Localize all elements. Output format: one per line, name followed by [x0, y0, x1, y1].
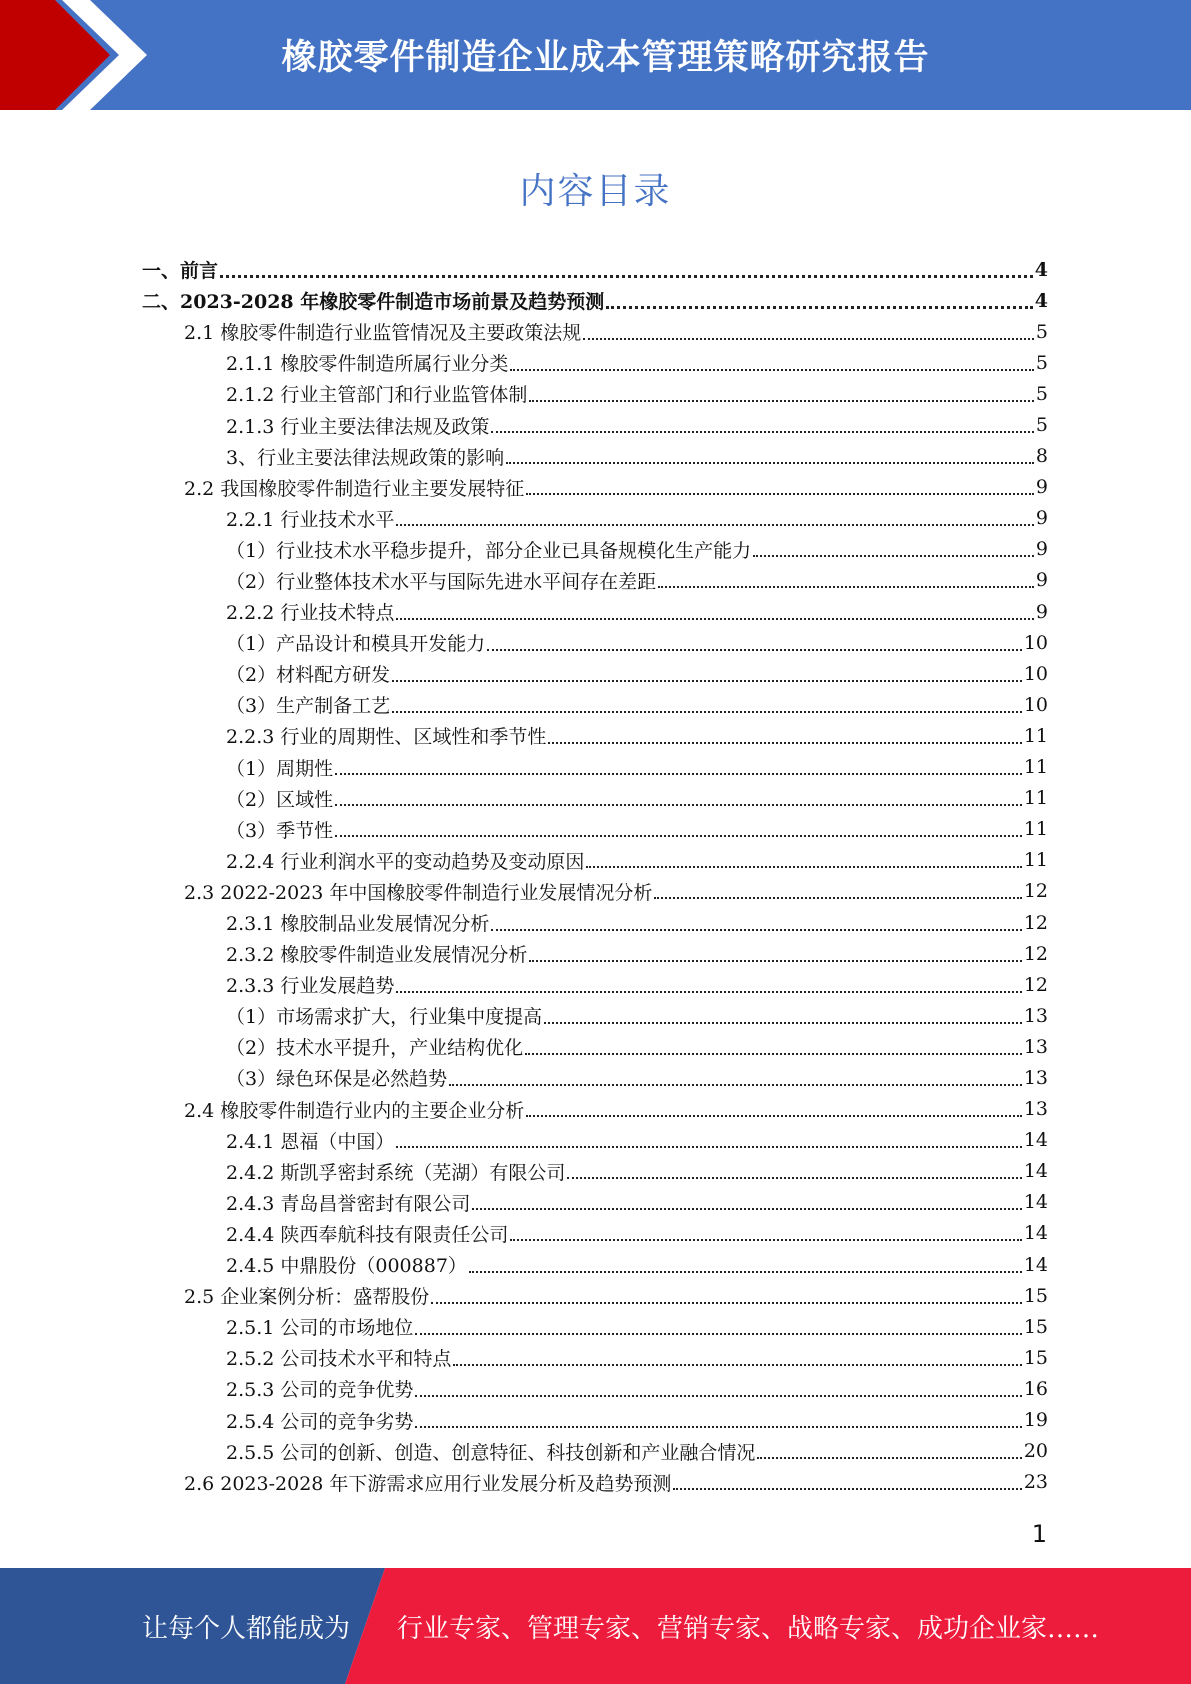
- dot-leader: [487, 649, 1022, 651]
- dot-leader: [526, 1115, 1022, 1117]
- toc-entry-label: 2.3.1 橡胶制品业发展情况分析: [226, 913, 490, 936]
- toc-entry-page: 13: [1023, 1098, 1048, 1121]
- toc-entry-label: 2.5.1 公司的市场地位: [226, 1317, 414, 1340]
- toc-entry-page: 9: [1035, 507, 1048, 530]
- dot-leader: [548, 742, 1021, 744]
- dot-leader: [491, 929, 1021, 931]
- toc-entry[interactable]: [142, 1404, 1048, 1435]
- toc-entry[interactable]: [142, 783, 1048, 814]
- toc-entry-label: （3）绿色环保是必然趋势: [226, 1068, 448, 1091]
- toc-entry-page: 4: [1034, 289, 1048, 312]
- dot-leader: [396, 1146, 1021, 1148]
- dot-leader: [335, 773, 1022, 775]
- dot-leader: [396, 524, 1034, 526]
- toc-entry[interactable]: [142, 689, 1048, 720]
- toc-entry-label: 2.3 2022-2023 年中国橡胶零件制造行业发展情况分析: [184, 881, 653, 904]
- toc-entry-page: 19: [1023, 1409, 1048, 1432]
- toc-entry[interactable]: [142, 845, 1048, 876]
- toc-entry-label: 2.5.3 公司的竞争优势: [226, 1379, 414, 1402]
- dot-leader: [529, 960, 1021, 962]
- toc-entry-page: 5: [1035, 414, 1048, 437]
- dot-leader: [392, 711, 1022, 713]
- dot-leader: [392, 680, 1022, 682]
- toc-entry[interactable]: [142, 534, 1048, 565]
- toc-entry-label: （1）市场需求扩大，行业集中度提高: [226, 1006, 543, 1029]
- dot-leader: [396, 618, 1034, 620]
- dot-leader: [567, 1177, 1021, 1179]
- toc-entry-page: 16: [1023, 1377, 1048, 1400]
- toc-entry[interactable]: [142, 752, 1048, 783]
- toc-entry-page: 14: [1023, 1129, 1048, 1152]
- toc-entry[interactable]: [142, 1187, 1048, 1218]
- table-of-contents: [142, 254, 1048, 1498]
- toc-entry-label: 2.4 橡胶零件制造行业内的主要企业分析: [184, 1099, 525, 1122]
- dot-leader: [220, 275, 1033, 278]
- toc-entry-page: 5: [1035, 351, 1048, 374]
- toc-entry-page: 9: [1035, 476, 1048, 499]
- toc-entry-page: 14: [1023, 1191, 1048, 1214]
- toc-entry-label: 2.6 2023-2028 年下游需求应用行业发展分析及趋势预测: [184, 1472, 672, 1495]
- toc-entry-page: 5: [1035, 320, 1048, 343]
- toc-entry-page: 13: [1023, 1035, 1048, 1058]
- toc-entry[interactable]: [142, 378, 1048, 409]
- toc-entry-page: 15: [1023, 1284, 1048, 1307]
- toc-entry-label: 2.1.1 橡胶零件制造所属行业分类: [226, 353, 509, 376]
- toc-entry-page: 11: [1023, 849, 1048, 872]
- dot-leader: [469, 1271, 1022, 1273]
- toc-entry-label: 2.5.4 公司的竞争劣势: [226, 1410, 414, 1433]
- toc-entry[interactable]: [142, 409, 1048, 440]
- toc-entry-page: 12: [1023, 880, 1048, 903]
- toc-entry-page: 13: [1023, 1066, 1048, 1089]
- toc-entry-label: （3）季节性: [226, 819, 334, 842]
- toc-entry-label: （3）生产制备工艺: [226, 695, 391, 718]
- toc-entry[interactable]: [142, 1436, 1048, 1467]
- toc-entry-page: 12: [1023, 911, 1048, 934]
- toc-entry[interactable]: [142, 1249, 1048, 1280]
- dot-leader: [544, 1022, 1022, 1024]
- toc-entry[interactable]: [142, 1000, 1048, 1031]
- toc-entry[interactable]: [142, 969, 1048, 1000]
- toc-entry[interactable]: [142, 1156, 1048, 1187]
- dot-leader: [510, 1239, 1021, 1241]
- toc-entry[interactable]: [142, 285, 1048, 316]
- dot-leader: [654, 897, 1021, 899]
- toc-entry-label: 一、前言: [142, 260, 219, 283]
- toc-entry-label: 2.4.5 中鼎股份（000887）: [226, 1255, 467, 1278]
- toc-entry[interactable]: [142, 1218, 1048, 1249]
- dot-leader: [453, 1364, 1021, 1366]
- dot-leader: [491, 431, 1034, 433]
- dot-leader: [415, 1395, 1021, 1397]
- header-banner: [0, 0, 1191, 110]
- toc-entry-label: 2.1.2 行业主管部门和行业监管体制: [226, 384, 528, 407]
- toc-entry-page: 4: [1034, 258, 1048, 281]
- toc-entry[interactable]: [142, 1062, 1048, 1093]
- chevron-logo-icon: [0, 0, 170, 110]
- toc-entry-label: 2.3.2 橡胶零件制造业发展情况分析: [226, 944, 528, 967]
- toc-entry-label: 2.5.2 公司技术水平和特点: [226, 1348, 452, 1371]
- footer-slogan-left: 让每个人都能成为: [142, 1613, 351, 1644]
- toc-entry-page: 8: [1035, 445, 1048, 468]
- toc-entry[interactable]: [142, 907, 1048, 938]
- dot-leader: [658, 586, 1034, 588]
- toc-entry[interactable]: [142, 1467, 1048, 1498]
- toc-entry-label: 二、2023-2028 年橡胶零件制造市场前景及趋势预测: [142, 291, 605, 314]
- toc-entry-page: 9: [1035, 600, 1048, 623]
- footer-banner: [0, 1568, 1191, 1684]
- toc-entry[interactable]: [142, 1125, 1048, 1156]
- toc-entry[interactable]: [142, 876, 1048, 907]
- toc-entry-page: 9: [1035, 569, 1048, 592]
- toc-entry[interactable]: [142, 441, 1048, 472]
- toc-entry[interactable]: [142, 814, 1048, 845]
- toc-entry[interactable]: [142, 316, 1048, 347]
- toc-entry-label: 2.5 企业案例分析：盛帮股份: [184, 1286, 430, 1309]
- footer-slogan-right: 行业专家、管理专家、营销专家、战略专家、成功企业家……: [397, 1613, 1100, 1644]
- toc-entry-label: （2）材料配方研发: [226, 664, 391, 687]
- dot-leader: [525, 1053, 1022, 1055]
- toc-entry-page: 15: [1023, 1315, 1048, 1338]
- toc-entry-page: 5: [1035, 382, 1048, 405]
- toc-entry-label: 2.2.1 行业技术水平: [226, 508, 395, 531]
- toc-entry[interactable]: [142, 1280, 1048, 1311]
- toc-entry[interactable]: [142, 503, 1048, 534]
- toc-entry-label: 2.2 我国橡胶零件制造行业主要发展特征: [184, 477, 525, 500]
- toc-entry-label: 2.4.4 陕西奉航科技有限责任公司: [226, 1223, 509, 1246]
- toc-entry-label: 3、行业主要法律法规政策的影响: [226, 446, 505, 469]
- toc-entry-page: 14: [1023, 1222, 1048, 1245]
- toc-entry-label: 2.2.4 行业利润水平的变动趋势及变动原因: [226, 850, 585, 873]
- toc-entry[interactable]: [142, 1031, 1048, 1062]
- toc-entry-page: 12: [1023, 942, 1048, 965]
- toc-entry[interactable]: [142, 1342, 1048, 1373]
- toc-entry-label: 2.4.3 青岛昌誉密封有限公司: [226, 1192, 471, 1215]
- dot-leader: [757, 1457, 1021, 1459]
- toc-entry-label: 2.4.2 斯凯孚密封系统（芜湖）有限公司: [226, 1161, 566, 1184]
- toc-entry-page: 10: [1023, 631, 1048, 654]
- toc-entry[interactable]: [142, 658, 1048, 689]
- toc-entry[interactable]: [142, 1094, 1048, 1125]
- page-number: 1: [1031, 1520, 1047, 1548]
- dot-leader: [510, 369, 1034, 371]
- toc-entry[interactable]: [142, 472, 1048, 503]
- toc-entry-label: （1）行业技术水平稳步提升，部分企业已具备规模化生产能力: [226, 539, 752, 562]
- toc-entry[interactable]: [142, 565, 1048, 596]
- toc-entry-page: 11: [1023, 724, 1048, 747]
- dot-leader: [396, 991, 1021, 993]
- toc-entry-page: 11: [1023, 756, 1048, 779]
- toc-entry-page: 10: [1023, 693, 1048, 716]
- toc-entry-page: 23: [1023, 1471, 1048, 1494]
- toc-entry-label: （2）区域性: [226, 788, 334, 811]
- toc-entry[interactable]: [142, 1311, 1048, 1342]
- toc-entry[interactable]: [142, 254, 1048, 285]
- dot-leader: [673, 1488, 1021, 1490]
- dot-leader: [529, 400, 1034, 402]
- dot-leader: [449, 1084, 1022, 1086]
- toc-entry[interactable]: [142, 627, 1048, 658]
- dot-leader: [753, 555, 1034, 557]
- dot-leader: [506, 462, 1034, 464]
- toc-entry-label: 2.2.3 行业的周期性、区域性和季节性: [226, 726, 547, 749]
- toc-entry[interactable]: [142, 596, 1048, 627]
- dot-leader: [415, 1426, 1021, 1428]
- dot-leader: [583, 338, 1034, 340]
- toc-entry-page: 14: [1023, 1160, 1048, 1183]
- dot-leader: [606, 306, 1033, 309]
- toc-entry-page: 13: [1023, 1004, 1048, 1027]
- dot-leader: [335, 835, 1022, 837]
- dot-leader: [586, 866, 1021, 868]
- report-title: 橡胶零件制造企业成本管理策略研究报告: [281, 38, 930, 78]
- toc-entry[interactable]: [142, 347, 1048, 378]
- dot-leader: [335, 804, 1022, 806]
- toc-entry-page: 11: [1023, 787, 1048, 810]
- toc-entry[interactable]: [142, 720, 1048, 751]
- toc-entry-page: 20: [1023, 1440, 1048, 1463]
- toc-entry-label: （2）行业整体技术水平与国际先进水平间存在差距: [226, 570, 657, 593]
- toc-entry-label: 2.5.5 公司的创新、创造、创意特征、科技创新和产业融合情况: [226, 1441, 756, 1464]
- dot-leader: [526, 493, 1034, 495]
- toc-heading: 内容目录: [519, 171, 672, 212]
- dot-leader: [431, 1302, 1022, 1304]
- toc-entry-page: 14: [1023, 1253, 1048, 1276]
- toc-entry-label: 2.4.1 恩福（中国）: [226, 1130, 395, 1153]
- toc-entry-page: 11: [1023, 818, 1048, 841]
- toc-entry-label: （2）技术水平提升，产业结构优化: [226, 1037, 524, 1060]
- toc-entry-label: （1）产品设计和模具开发能力: [226, 633, 486, 656]
- toc-entry-page: 9: [1035, 538, 1048, 561]
- dot-leader: [472, 1208, 1021, 1210]
- dot-leader: [415, 1333, 1021, 1335]
- toc-entry[interactable]: [142, 938, 1048, 969]
- toc-entry-page: 10: [1023, 662, 1048, 685]
- toc-entry-label: 2.3.3 行业发展趋势: [226, 975, 395, 998]
- toc-entry-page: 12: [1023, 973, 1048, 996]
- toc-entry-page: 15: [1023, 1346, 1048, 1369]
- toc-entry-label: （1）周期性: [226, 757, 334, 780]
- toc-entry-label: 2.1.3 行业主要法律法规及政策: [226, 415, 490, 438]
- toc-entry[interactable]: [142, 1373, 1048, 1404]
- toc-entry-label: 2.1 橡胶零件制造行业监管情况及主要政策法规: [184, 322, 582, 345]
- toc-entry-label: 2.2.2 行业技术特点: [226, 602, 395, 625]
